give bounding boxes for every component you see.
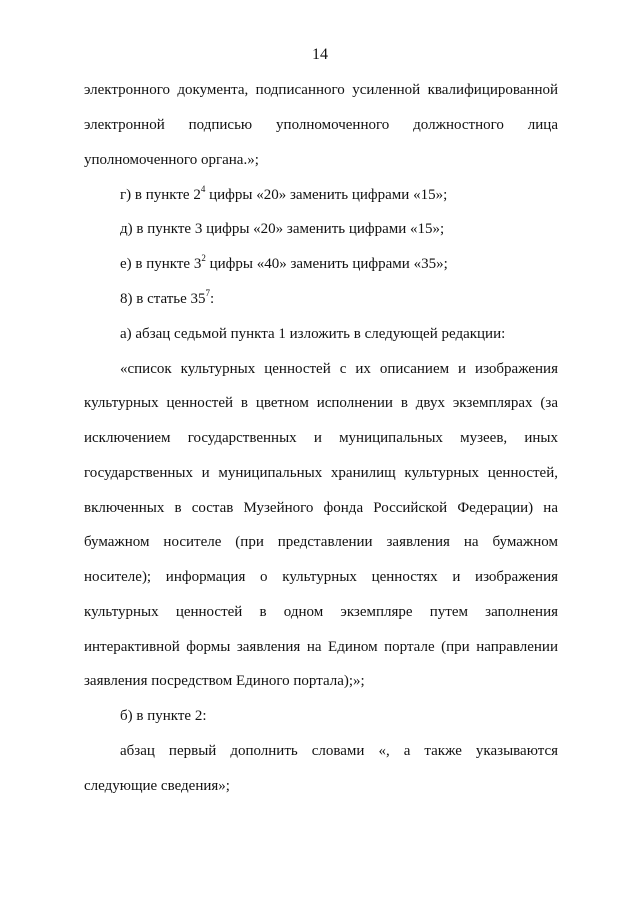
text-line: уполномоченного органа.»; — [84, 152, 259, 168]
text-line: носителе); информация о культурных ценностях и изображения — [84, 569, 558, 585]
text-line: д) в пункте 3 цифры «20» заменить цифрами «15»; — [120, 221, 445, 237]
line-text: е) в пункте 3 — [120, 256, 202, 272]
line-text: цифры «40» заменить цифрами «35»; — [205, 256, 448, 272]
text-line: культурных ценностей в цветном исполнении в двух экземплярах (за — [84, 395, 558, 411]
text-line: включенных в состав Музейного фонда Российской Федерации) на — [84, 500, 558, 516]
text-line: исключением государственных и муниципальных музеев, иных — [84, 430, 558, 446]
text-line: электронной подписью уполномоченного должностного лица — [84, 117, 558, 133]
text-line: заявления посредством Единого портала);»; — [84, 673, 365, 689]
line-text: цифры «20» заменить цифрами «15»; — [205, 187, 448, 203]
line-text: : — [210, 291, 215, 307]
text-line: б) в пункте 2: — [120, 708, 207, 724]
text-line: культурных ценностей в одном экземпляре путем заполнения — [84, 604, 558, 620]
text-line: интерактивной формы заявления на Едином портале (при направлении — [84, 639, 558, 655]
text-line — [120, 290, 558, 308]
superscript-number: 4 — [200, 184, 206, 194]
text-line: бумажном носителе (при представлении заявления на бумажном — [84, 534, 558, 550]
text-line: государственных и муниципальных хранилищ культурных ценностей, — [84, 465, 558, 481]
text-line: «список культурных ценностей с их описанием и изображения — [120, 361, 558, 377]
superscript-number: 2 — [201, 253, 206, 263]
line-text: 8) в статье 35 — [120, 291, 206, 307]
line-text: г) в пункте 2 — [120, 187, 201, 203]
superscript-number: 7 — [205, 288, 211, 298]
text-line: а) абзац седьмой пункта 1 изложить в следующей редакции: — [120, 326, 506, 342]
text-line — [120, 255, 558, 273]
text-line: абзац первый дополнить словами «, а также указываются — [120, 743, 558, 759]
page-number: 14 — [312, 46, 328, 63]
text-line: электронного документа, подписанного усиленной квалифицированной — [84, 82, 558, 98]
text-line: следующие сведения»; — [84, 778, 230, 794]
text-line — [120, 186, 558, 204]
